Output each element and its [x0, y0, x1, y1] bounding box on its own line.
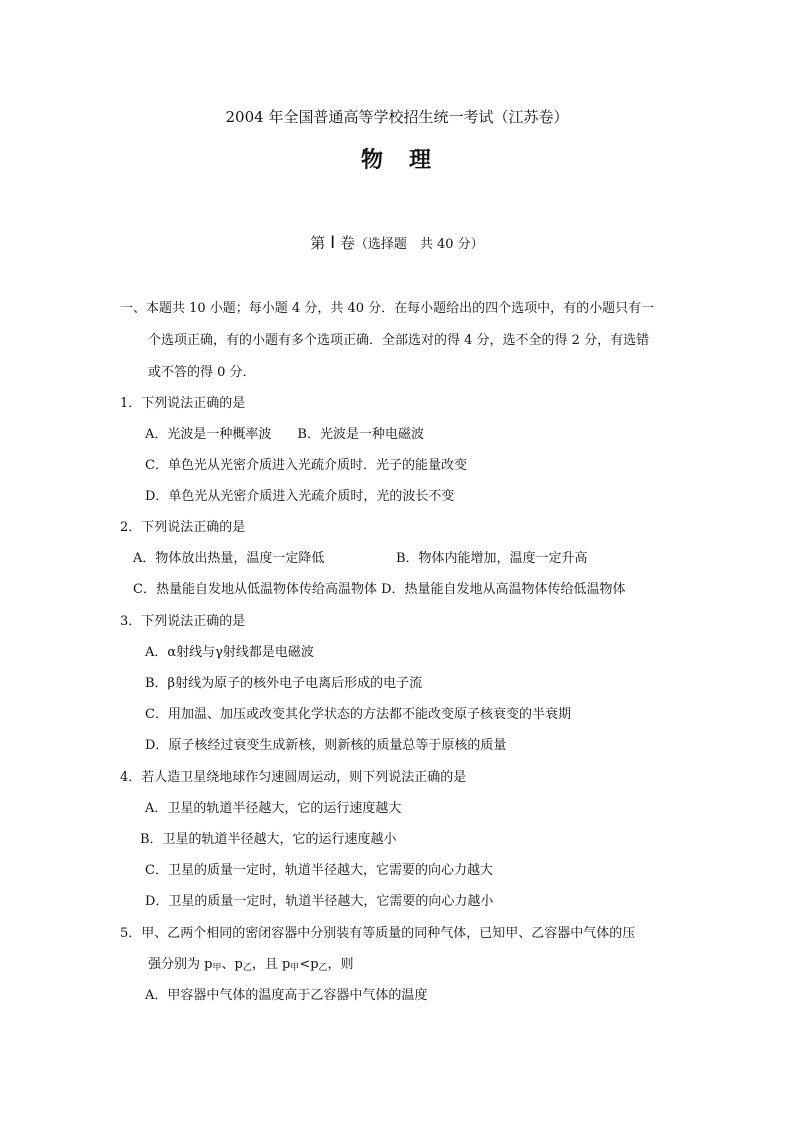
instructions-line-3: 或不答的得 0 分．	[148, 365, 256, 380]
part-subtitle: （选择题 共 40 分）	[354, 237, 484, 252]
q5-subscript-jia-2: 甲	[290, 963, 300, 973]
question-4-option-c: C．卫星的质量一定时，轨道半径越大，它需要的向心力越大	[145, 863, 493, 878]
question-2-option-b: B．物体内能增加，温度一定升高	[396, 551, 588, 566]
q5-text-part-1: 强分别为 p	[148, 957, 213, 972]
part-roman-numeral: Ⅰ	[330, 233, 336, 252]
q5-text-part-2: 、p	[221, 957, 243, 972]
question-4-option-b: B．卫星的轨道半径越大，它的运行速度越小	[140, 832, 397, 847]
question-1-stem: 1．下列说法正确的是	[120, 396, 246, 411]
instructions-line-2: 个选项正确，有的小题有多个选项正确．全部选对的得 4 分，选不全的得 2 分，有选错	[148, 333, 650, 348]
q5-subscript-yi: 乙	[242, 963, 252, 973]
question-3-option-a: A．α射线与γ射线都是电磁波	[145, 645, 314, 660]
instructions-line-1: 一、本题共 10 小题；每小题 4 分，共 40 分．在每小题给出的四个选项中，有的小题只有一	[120, 301, 655, 316]
question-3-option-d: D．原子核经过衰变生成新核，则新核的质量总等于原核的质量	[145, 738, 507, 753]
question-2-stem: 2．下列说法正确的是	[120, 520, 246, 535]
q5-text-part-5: ，则	[327, 957, 354, 972]
question-4-option-a: A．卫星的轨道半径越大，它的运行速度越大	[145, 801, 402, 816]
question-3-option-b: B．β射线为原子的核外电子电离后形成的电子流	[145, 676, 423, 691]
exam-title: 2004 年全国普通高等学校招生统一考试（江苏卷）	[225, 108, 569, 126]
part-label-suffix: 卷	[335, 234, 355, 252]
question-5-option-a: A．甲容器中气体的温度高于乙容器中气体的温度	[145, 988, 428, 1003]
question-4-option-d: D．卫星的质量一定时，轨道半径越大，它需要的向心力越小	[145, 894, 494, 909]
question-5-stem-line-2	[148, 957, 354, 976]
q5-subscript-yi-2: 乙	[318, 963, 328, 973]
question-4-stem: 4．若人造卫星绕地球作匀速圆周运动，则下列说法正确的是	[120, 770, 467, 785]
q5-text-part-3: ，且 p	[251, 957, 291, 972]
q5-subscript-jia: 甲	[212, 963, 222, 973]
q5-text-part-4: <p	[299, 957, 319, 972]
question-2-option-a: A．物体放出热量，温度一定降低	[133, 551, 325, 566]
question-5-stem-line-1: 5．甲、乙两个相同的密闭容器中分别装有等质量的同种气体，已知甲、乙容器中气体的压	[120, 926, 636, 941]
question-2-options-cd: C．热量能自发地从低温物体传给高温物体 D．热量能自发地从高温物体传给低温物体	[133, 582, 626, 597]
part-label-prefix: 第	[310, 234, 331, 252]
question-1-option-d: D．单色光从光密介质进入光疏介质时，光的波长不变	[145, 489, 455, 504]
question-1-option-c: C．单色光从光密介质进入光疏介质时．光子的能量改变	[145, 458, 467, 473]
question-1-options-ab: A．光波是一种概率波 B．光波是一种电磁波	[145, 427, 424, 442]
part-title	[0, 233, 794, 255]
question-3-option-c: C．用加温、加压或改变其化学状态的方法都不能改变原子核衰变的半衰期	[145, 707, 571, 722]
subject-title: 物 理	[360, 147, 433, 173]
question-3-stem: 3．下列说法正确的是	[120, 614, 246, 629]
